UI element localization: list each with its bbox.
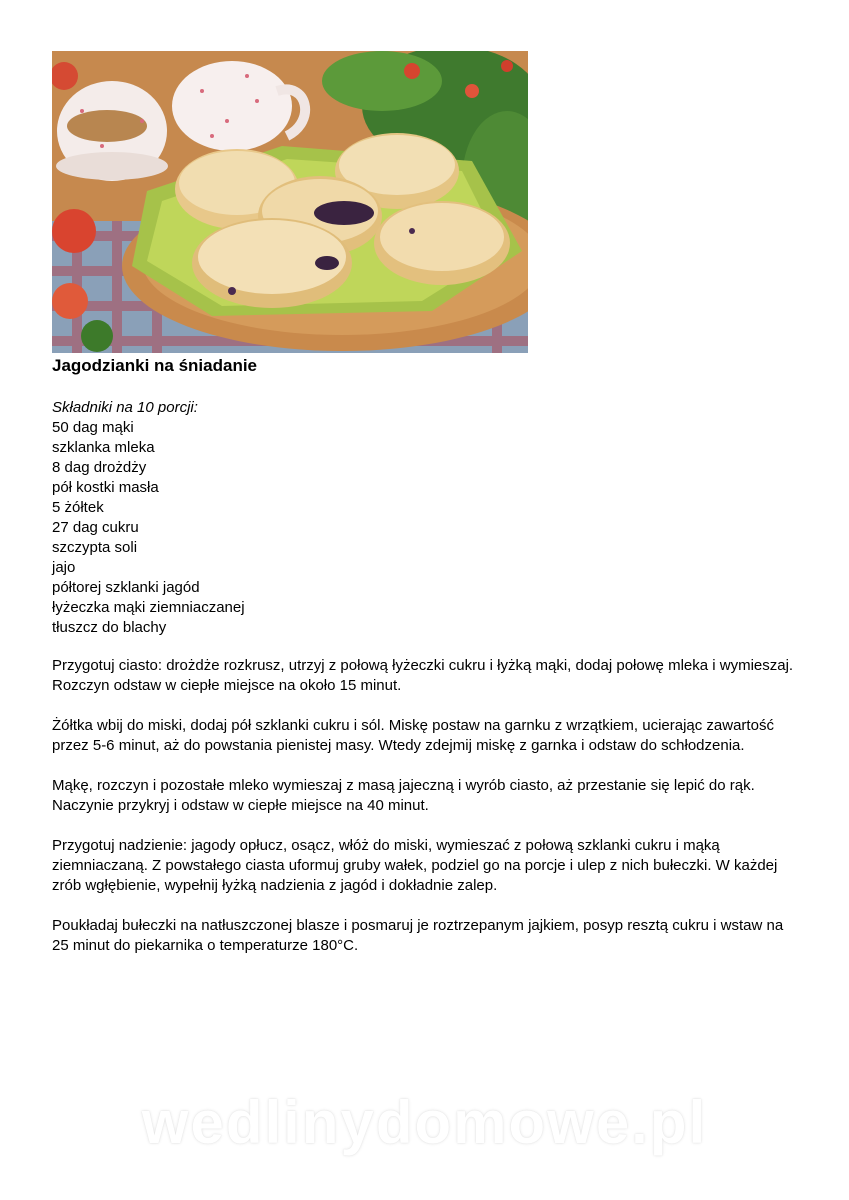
recipe-title: Jagodzianki na śniadanie: [52, 356, 258, 375]
ingredient-item: szczypta soli: [52, 539, 138, 556]
ingredient-item: łyżeczka mąki ziemniaczanej: [52, 599, 245, 616]
step-paragraph: Żółtka wbij do miski, dodaj pół szklanki cukru i sól. Miskę postaw na garnku z wrzątkiem, ucierając zawartość przez 5-6 minut, aż do powstania pienistej masy. Wtedy zdejmij miskę z garnka i odstaw do schłodzenia.: [52, 717, 774, 754]
ingredient-item: tłuszcz do blachy: [52, 619, 167, 636]
ingredient-item: 27 dag cukru: [52, 519, 139, 536]
step-paragraph: Przygotuj ciasto: drożdże rozkrusz, utrzyj z połową łyżeczki cukru i łyżką mąki, dodaj połowę mleka i wymieszaj. Rozczyn odstaw w ciepłe miejsce na około 15 minut.: [52, 657, 794, 694]
site-watermark: wedlinydomowe.pl: [141, 1089, 708, 1156]
step-paragraph: Poukładaj bułeczki na natłuszczonej blasze i posmaruj je roztrzepanym jajkiem, posyp resztą cukru i wstaw na 25 minut do piekarnika o temperaturze 180°C.: [52, 917, 784, 954]
ingredients-list: [52, 418, 752, 638]
ingredient-item: jajo: [52, 559, 76, 576]
ingredients-heading: Składniki na 10 porcji:: [52, 399, 198, 416]
ingredient-item: półtorej szklanki jagód: [52, 579, 200, 596]
ingredient-item: 5 żółtek: [52, 499, 104, 516]
ingredient-item: szklanka mleka: [52, 439, 155, 456]
ingredients-section: [52, 398, 752, 638]
preparation-steps: [52, 656, 797, 976]
recipe-photo: [52, 51, 528, 353]
ingredient-item: 50 dag mąki: [52, 419, 134, 436]
step-paragraph: Mąkę, rozczyn i pozostałe mleko wymieszaj z masą jajeczną i wyrób ciasto, aż przestanie się lepić do rąk. Naczynie przykryj i odstaw w ciepłe miejsce na 40 minut.: [52, 777, 755, 814]
ingredient-item: 8 dag drożdży: [52, 459, 147, 476]
ingredient-item: pół kostki masła: [52, 479, 159, 496]
step-paragraph: Przygotuj nadzienie: jagody opłucz, osącz, włóż do miski, wymieszać z połową szklanki cukru i mąką ziemniaczaną. Z powstałego ciasta uformuj gruby wałek, podziel go na porcje i ulep z nich bułeczki. W każdej zrób wgłębienie, wypełnij łyżką nadzienia z jagód i dokładnie zalep.: [52, 837, 778, 894]
